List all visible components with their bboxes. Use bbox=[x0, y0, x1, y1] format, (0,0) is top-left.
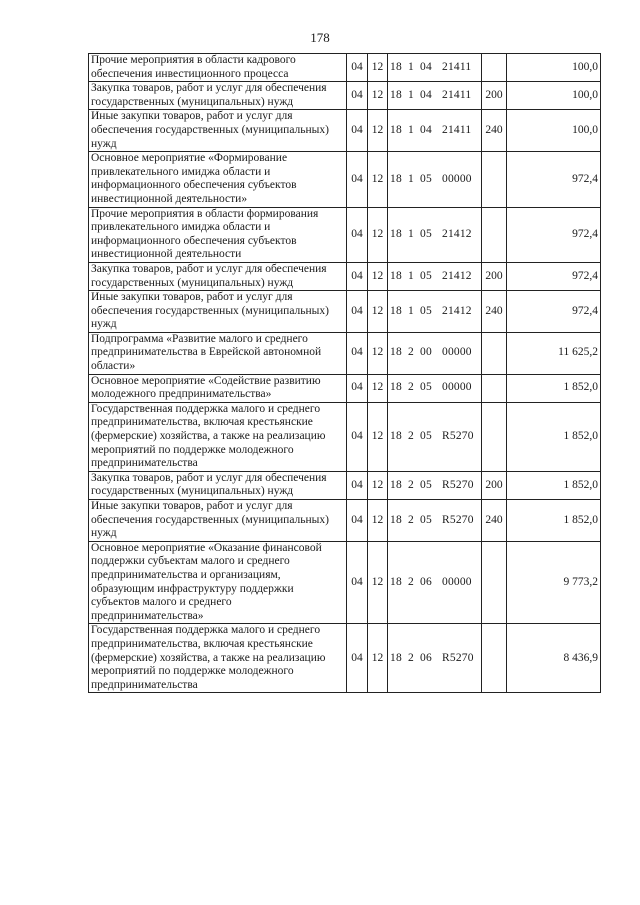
item-name-cell: Основное мероприятие «Формирование привлекательного имиджа области и информационного обеспечения субъектов инвестиционной деятельности» bbox=[89, 152, 347, 207]
target-article-cell bbox=[388, 471, 482, 499]
target-article-cell bbox=[388, 262, 482, 290]
expense-type-cell: 240 bbox=[482, 500, 507, 542]
target-article-cell bbox=[388, 152, 482, 207]
table-row bbox=[89, 110, 601, 152]
event-code: 00 bbox=[420, 346, 432, 359]
program-code: 18 bbox=[390, 269, 402, 282]
ministry-code-cell: 04 bbox=[347, 82, 368, 110]
amount-cell: 8 436,9 bbox=[507, 624, 601, 693]
budget-table-body bbox=[89, 54, 601, 693]
program-code: 18 bbox=[390, 478, 402, 491]
page-number: 178 bbox=[310, 30, 330, 45]
direction-code: 00000 bbox=[442, 346, 472, 359]
program-code: 18 bbox=[390, 123, 402, 136]
item-name-cell: Подпрограмма «Развитие малого и среднего предпринимательства в Еврейской автономной области» bbox=[89, 332, 347, 374]
table-row bbox=[89, 291, 601, 333]
section-code-cell: 12 bbox=[368, 54, 388, 82]
table-row bbox=[89, 500, 601, 542]
event-code: 05 bbox=[420, 381, 432, 394]
program-code: 18 bbox=[390, 575, 402, 588]
amount-cell: 972,4 bbox=[507, 262, 601, 290]
ministry-code-cell: 04 bbox=[347, 500, 368, 542]
event-code: 05 bbox=[420, 304, 432, 317]
expense-type-cell bbox=[482, 332, 507, 374]
ministry-code-cell: 04 bbox=[347, 471, 368, 499]
amount-cell: 11 625,2 bbox=[507, 332, 601, 374]
ministry-code-cell: 04 bbox=[347, 207, 368, 262]
ministry-code-cell: 04 bbox=[347, 541, 368, 624]
event-code: 05 bbox=[420, 513, 432, 526]
program-code: 18 bbox=[390, 60, 402, 73]
amount-cell: 100,0 bbox=[507, 54, 601, 82]
table-row bbox=[89, 82, 601, 110]
ministry-code-cell: 04 bbox=[347, 110, 368, 152]
target-article-cell bbox=[388, 291, 482, 333]
direction-code: 21412 bbox=[442, 227, 472, 240]
section-code-cell: 12 bbox=[368, 82, 388, 110]
item-name-cell: Закупка товаров, работ и услуг для обеспечения государственных (муниципальных) нужд bbox=[89, 471, 347, 499]
item-name-cell: Иные закупки товаров, работ и услуг для обеспечения государственных (муниципальных) нужд bbox=[89, 500, 347, 542]
subprogram-code: 1 bbox=[408, 227, 414, 240]
amount-cell: 100,0 bbox=[507, 110, 601, 152]
amount-cell: 972,4 bbox=[507, 291, 601, 333]
subprogram-code: 2 bbox=[408, 430, 414, 443]
item-name-cell: Основное мероприятие «Содействие развитию молодежного предпринимательства» bbox=[89, 374, 347, 402]
item-name-cell: Иные закупки товаров, работ и услуг для обеспечения государственных (муниципальных) нужд bbox=[89, 291, 347, 333]
table-row bbox=[89, 374, 601, 402]
program-code: 18 bbox=[390, 513, 402, 526]
expense-type-cell: 240 bbox=[482, 291, 507, 333]
table-row bbox=[89, 541, 601, 624]
table-row bbox=[89, 152, 601, 207]
table-row bbox=[89, 54, 601, 82]
table-row bbox=[89, 207, 601, 262]
expense-type-cell: 200 bbox=[482, 82, 507, 110]
direction-code: R5270 bbox=[442, 513, 474, 526]
program-code: 18 bbox=[390, 651, 402, 664]
expense-type-cell bbox=[482, 207, 507, 262]
section-code-cell: 12 bbox=[368, 291, 388, 333]
direction-code: 00000 bbox=[442, 172, 472, 185]
amount-cell: 1 852,0 bbox=[507, 374, 601, 402]
ministry-code-cell: 04 bbox=[347, 402, 368, 471]
expense-type-cell: 200 bbox=[482, 471, 507, 499]
section-code-cell: 12 bbox=[368, 402, 388, 471]
amount-cell: 1 852,0 bbox=[507, 471, 601, 499]
section-code-cell: 12 bbox=[368, 262, 388, 290]
item-name-cell: Прочие мероприятия в области формирования привлекательного имиджа области и информационного обеспечения субъектов инвестиционной деятельности bbox=[89, 207, 347, 262]
target-article-cell bbox=[388, 82, 482, 110]
event-code: 04 bbox=[420, 123, 432, 136]
item-name-cell: Государственная поддержка малого и среднего предпринимательства, включая крестьянские (фермерские) хозяйства, а также на реализацию мероприятий по поддержке молодежного предпринимательства bbox=[89, 402, 347, 471]
event-code: 06 bbox=[420, 575, 432, 588]
direction-code: 21412 bbox=[442, 269, 472, 282]
expense-type-cell bbox=[482, 624, 507, 693]
table-row bbox=[89, 332, 601, 374]
target-article-cell bbox=[388, 402, 482, 471]
direction-code: R5270 bbox=[442, 651, 474, 664]
program-code: 18 bbox=[390, 430, 402, 443]
amount-cell: 100,0 bbox=[507, 82, 601, 110]
section-code-cell: 12 bbox=[368, 471, 388, 499]
direction-code: 00000 bbox=[442, 575, 472, 588]
subprogram-code: 2 bbox=[408, 575, 414, 588]
target-article-cell bbox=[388, 374, 482, 402]
amount-cell: 9 773,2 bbox=[507, 541, 601, 624]
program-code: 18 bbox=[390, 304, 402, 317]
expense-type-cell bbox=[482, 541, 507, 624]
target-article-cell bbox=[388, 332, 482, 374]
program-code: 18 bbox=[390, 381, 402, 394]
subprogram-code: 1 bbox=[408, 304, 414, 317]
item-name-cell: Прочие мероприятия в области кадрового обеспечения инвестиционного процесса bbox=[89, 54, 347, 82]
item-name-cell: Закупка товаров, работ и услуг для обеспечения государственных (муниципальных) нужд bbox=[89, 82, 347, 110]
subprogram-code: 2 bbox=[408, 478, 414, 491]
direction-code: R5270 bbox=[442, 430, 474, 443]
expense-type-cell bbox=[482, 152, 507, 207]
subprogram-code: 2 bbox=[408, 513, 414, 526]
table-row bbox=[89, 624, 601, 693]
section-code-cell: 12 bbox=[368, 374, 388, 402]
table-row bbox=[89, 471, 601, 499]
item-name-cell: Государственная поддержка малого и среднего предпринимательства, включая крестьянские (фермерские) хозяйства, а также на реализацию мероприятий по поддержке молодежного предпринимательства bbox=[89, 624, 347, 693]
subprogram-code: 1 bbox=[408, 88, 414, 101]
direction-code: 21412 bbox=[442, 304, 472, 317]
direction-code: 21411 bbox=[442, 60, 472, 73]
table-row bbox=[89, 402, 601, 471]
subprogram-code: 1 bbox=[408, 172, 414, 185]
event-code: 04 bbox=[420, 60, 432, 73]
amount-cell: 972,4 bbox=[507, 152, 601, 207]
item-name-cell: Иные закупки товаров, работ и услуг для обеспечения государственных (муниципальных) нужд bbox=[89, 110, 347, 152]
section-code-cell: 12 bbox=[368, 152, 388, 207]
target-article-cell bbox=[388, 207, 482, 262]
event-code: 05 bbox=[420, 172, 432, 185]
subprogram-code: 1 bbox=[408, 269, 414, 282]
section-code-cell: 12 bbox=[368, 110, 388, 152]
expense-type-cell bbox=[482, 402, 507, 471]
section-code-cell: 12 bbox=[368, 332, 388, 374]
ministry-code-cell: 04 bbox=[347, 152, 368, 207]
item-name-cell: Основное мероприятие «Оказание финансовой поддержки субъектам малого и среднего предпринимательства и организациям, образующим инфраструктуру поддержки субъектов малого и среднего предпринимательства» bbox=[89, 541, 347, 624]
amount-cell: 972,4 bbox=[507, 207, 601, 262]
target-article-cell bbox=[388, 500, 482, 542]
expense-type-cell bbox=[482, 54, 507, 82]
event-code: 05 bbox=[420, 430, 432, 443]
ministry-code-cell: 04 bbox=[347, 624, 368, 693]
expense-type-cell: 240 bbox=[482, 110, 507, 152]
amount-cell: 1 852,0 bbox=[507, 402, 601, 471]
ministry-code-cell: 04 bbox=[347, 262, 368, 290]
ministry-code-cell: 04 bbox=[347, 291, 368, 333]
ministry-code-cell: 04 bbox=[347, 332, 368, 374]
target-article-cell bbox=[388, 624, 482, 693]
item-name-cell: Закупка товаров, работ и услуг для обеспечения государственных (муниципальных) нужд bbox=[89, 262, 347, 290]
table-row bbox=[89, 262, 601, 290]
expense-type-cell bbox=[482, 374, 507, 402]
target-article-cell bbox=[388, 541, 482, 624]
event-code: 04 bbox=[420, 88, 432, 101]
subprogram-code: 1 bbox=[408, 60, 414, 73]
budget-table bbox=[88, 53, 601, 693]
program-code: 18 bbox=[390, 227, 402, 240]
event-code: 05 bbox=[420, 478, 432, 491]
target-article-cell bbox=[388, 54, 482, 82]
direction-code: 00000 bbox=[442, 381, 472, 394]
event-code: 06 bbox=[420, 651, 432, 664]
direction-code: 21411 bbox=[442, 88, 472, 101]
section-code-cell: 12 bbox=[368, 500, 388, 542]
direction-code: 21411 bbox=[442, 123, 472, 136]
subprogram-code: 2 bbox=[408, 651, 414, 664]
ministry-code-cell: 04 bbox=[347, 54, 368, 82]
program-code: 18 bbox=[390, 88, 402, 101]
program-code: 18 bbox=[390, 346, 402, 359]
section-code-cell: 12 bbox=[368, 207, 388, 262]
subprogram-code: 2 bbox=[408, 346, 414, 359]
direction-code: R5270 bbox=[442, 478, 474, 491]
subprogram-code: 1 bbox=[408, 123, 414, 136]
section-code-cell: 12 bbox=[368, 541, 388, 624]
event-code: 05 bbox=[420, 227, 432, 240]
section-code-cell: 12 bbox=[368, 624, 388, 693]
target-article-cell bbox=[388, 110, 482, 152]
event-code: 05 bbox=[420, 269, 432, 282]
subprogram-code: 2 bbox=[408, 381, 414, 394]
expense-type-cell: 200 bbox=[482, 262, 507, 290]
program-code: 18 bbox=[390, 172, 402, 185]
ministry-code-cell: 04 bbox=[347, 374, 368, 402]
amount-cell: 1 852,0 bbox=[507, 500, 601, 542]
